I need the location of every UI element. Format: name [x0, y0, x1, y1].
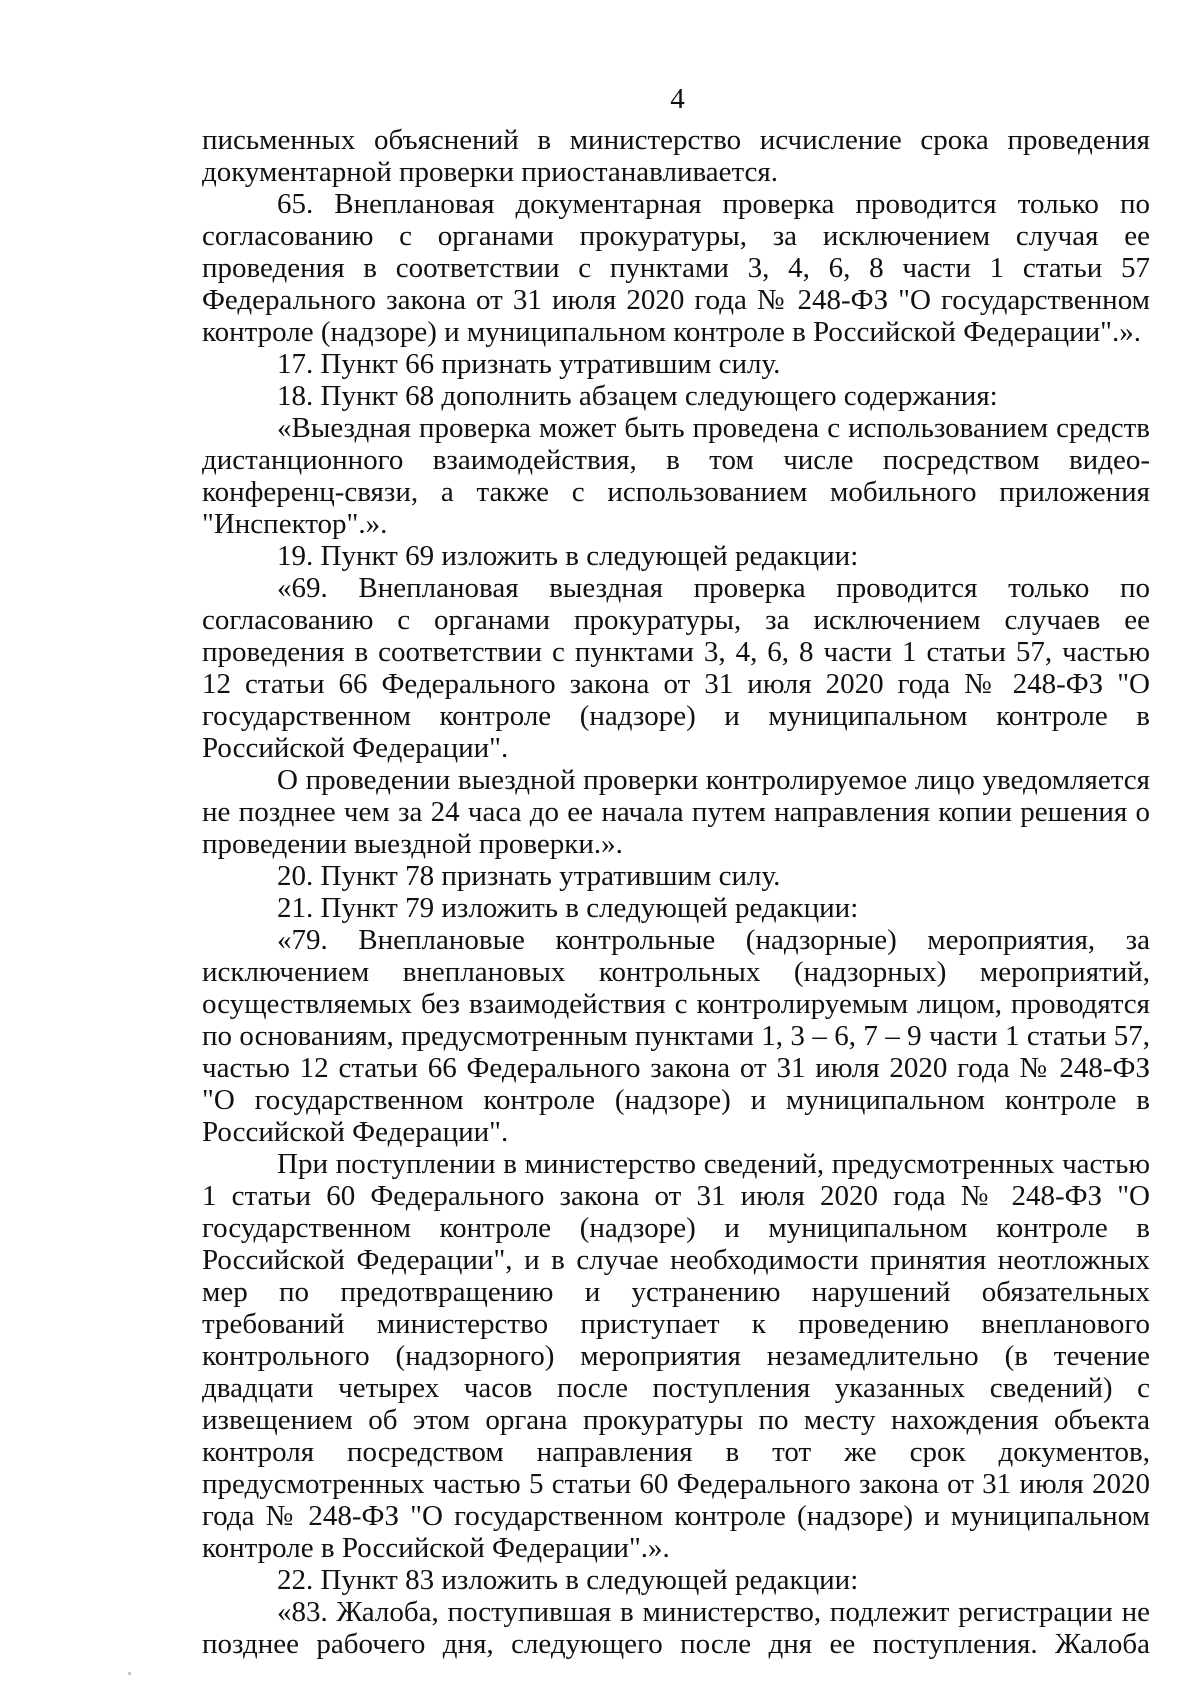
scan-speck — [128, 1672, 131, 1675]
paragraph-item-19: 19. Пункт 69 изложить в следующей редакции: — [277, 540, 859, 572]
paragraph-quote-79: «79. Внеплановые контрольные (надзорные) мероприятия, за исключением внеплановых контрольных (надзорных) мероприятий, осуществляемых без взаимодействия с контролируемым лицом, проводятся по основаниям, предусмотренным пунктами 1, 3 – 6, 7 – 9 части 1 статьи 57, частью 12 статьи 66 Федерального закона от 31 июля 2020 года № 248-ФЗ "О государственном контроле (надзоре) и муниципальном контроле в Российской Федерации". — [202, 924, 1150, 1148]
paragraph-continuation: письменных объяснений в министерство исчисление срока проведения документарной проверки приостанавливается. — [202, 124, 1150, 188]
paragraph-urgent-measures: При поступлении в министерство сведений, предусмотренных частью 1 статьи 60 Федерального закона от 31 июля 2020 года № 248-ФЗ "О государственном контроле (надзоре) и муниципальном контроле в Российской Федерации", и в случае необходимости принятия неотложных мер по предотвращению и устранению нарушений обязательных требований министерство приступает к проведению внепланового контрольного (надзорного) мероприятия незамедлительно (в течение двадцати четырех часов после поступления указанных сведений) с извещением об этом органа прокуратуры по месту нахождения объекта контроля посредством направления в тот же срок документов, предусмотренных частью 5 статьи 60 Федерального закона от 31 июля 2020 года № 248-ФЗ "О государственном контроле (надзоре) и муниципальном контроле в Российской Федерации".». — [202, 1148, 1150, 1564]
paragraph-item-22: 22. Пункт 83 изложить в следующей редакции: — [277, 1564, 859, 1596]
paragraph-notification: О проведении выездной проверки контролируемое лицо уведомляется не позднее чем за 24 часа до ее начала путем направления копии решения о проведении выездной проверки.». — [202, 764, 1150, 860]
paragraph-item-18: 18. Пункт 68 дополнить абзацем следующего содержания: — [277, 380, 998, 412]
paragraph-quote-69: «69. Внеплановая выездная проверка проводится только по согласованию с органами прокуратуры, за исключением случаев ее проведения в соответствии с пунктами 3, 4, 6, 8 части 1 статьи 57, частью 12 статьи 66 Федерального закона от 31 июля 2020 года № 248-ФЗ "О государственном контроле (надзоре) и муниципальном контроле в Российской Федерации". — [202, 572, 1150, 764]
document-body — [202, 124, 1150, 1660]
paragraph-quote-remote-inspection: «Выездная проверка может быть проведена с использованием средств дистанционного взаимодействия, в том числе посредством видео-конференц-связи, а также с использованием мобильного приложения "Инспектор".». — [202, 412, 1150, 540]
paragraph-item-65: 65. Внеплановая документарная проверка проводится только по согласованию с органами прокуратуры, за исключением случая ее проведения в соответствии с пунктами 3, 4, 6, 8 части 1 статьи 57 Федерального закона от 31 июля 2020 года № 248-ФЗ "О государственном контроле (надзоре) и муниципальном контроле в Российской Федерации".». — [202, 188, 1150, 348]
page-number: 4 — [670, 83, 685, 115]
paragraph-item-17: 17. Пункт 66 признать утратившим силу. — [277, 348, 781, 380]
paragraph-item-21: 21. Пункт 79 изложить в следующей редакции: — [277, 892, 859, 924]
paragraph-quote-83: «83. Жалоба, поступившая в министерство, подлежит регистрации не позднее рабочего дня, следующего после дня ее поступления. Жалоба — [202, 1596, 1150, 1660]
paragraph-item-20: 20. Пункт 78 признать утратившим силу. — [277, 860, 781, 892]
